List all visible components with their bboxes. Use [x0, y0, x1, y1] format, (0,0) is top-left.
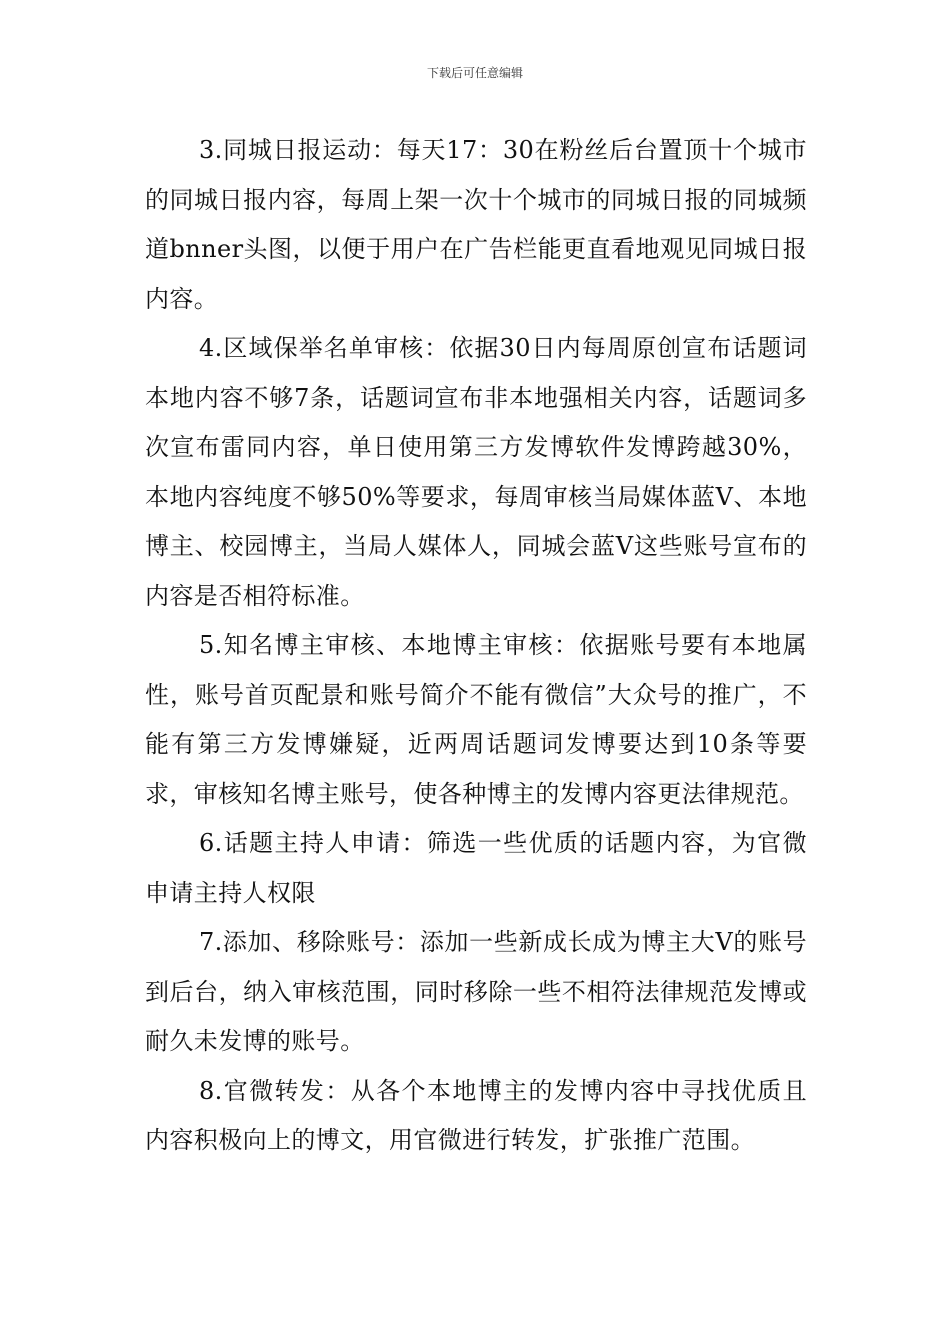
paragraph-7-accounts: 7.添加、移除账号：添加一些新成长成为博主大V的账号到后台，纳入审核范围，同时移除一些不相符法律规范发博或耐久未发博的账号。: [145, 928, 807, 1055]
paragraph-4-region-review: 4.区域保举名单审核：依据30日内每周原创宣布话题词本地内容不够7条，话题词宣布非本地强相关内容，话题词多次宣布雷同内容，单日使用第三方发博软件发博跨越30%，本地内容纯度不够50%等要求，每周审核当局媒体蓝V、本地博主、校园博主，当局人媒体人，同城会蓝V这些账号宣布的内容是否相符标准。: [145, 334, 807, 610]
paragraph-5-blogger-review: 5.知名博主审核、本地博主审核：依据账号要有本地属性，账号首页配景和账号简介不能有微信”大众号的推广，不能有第三方发博嫌疑，近两周话题词发博要达到10条等要求，审核知名博主账号，使各种博主的发博内容更法律规范。: [145, 631, 807, 808]
paragraph-3-city-daily: 3.同城日报运动：每天17：30在粉丝后台置顶十个城市的同城日报内容，每周上架一次十个城市的同城日报的同城频道bnner头图，以便于用户在广告栏能更直看地观见同城日报内容。: [145, 136, 807, 313]
page-header: 下载后可任意编辑: [426, 66, 523, 80]
paragraph-6-topic-host: 6.话题主持人申请：筛选一些优质的话题内容，为官微申请主持人权限: [145, 829, 807, 907]
document-body: [145, 126, 807, 1166]
paragraph-8-repost: 8.官微转发：从各个本地博主的发博内容中寻找优质且内容积极向上的博文，用官微进行转发，扩张推广范围。: [145, 1076, 807, 1154]
